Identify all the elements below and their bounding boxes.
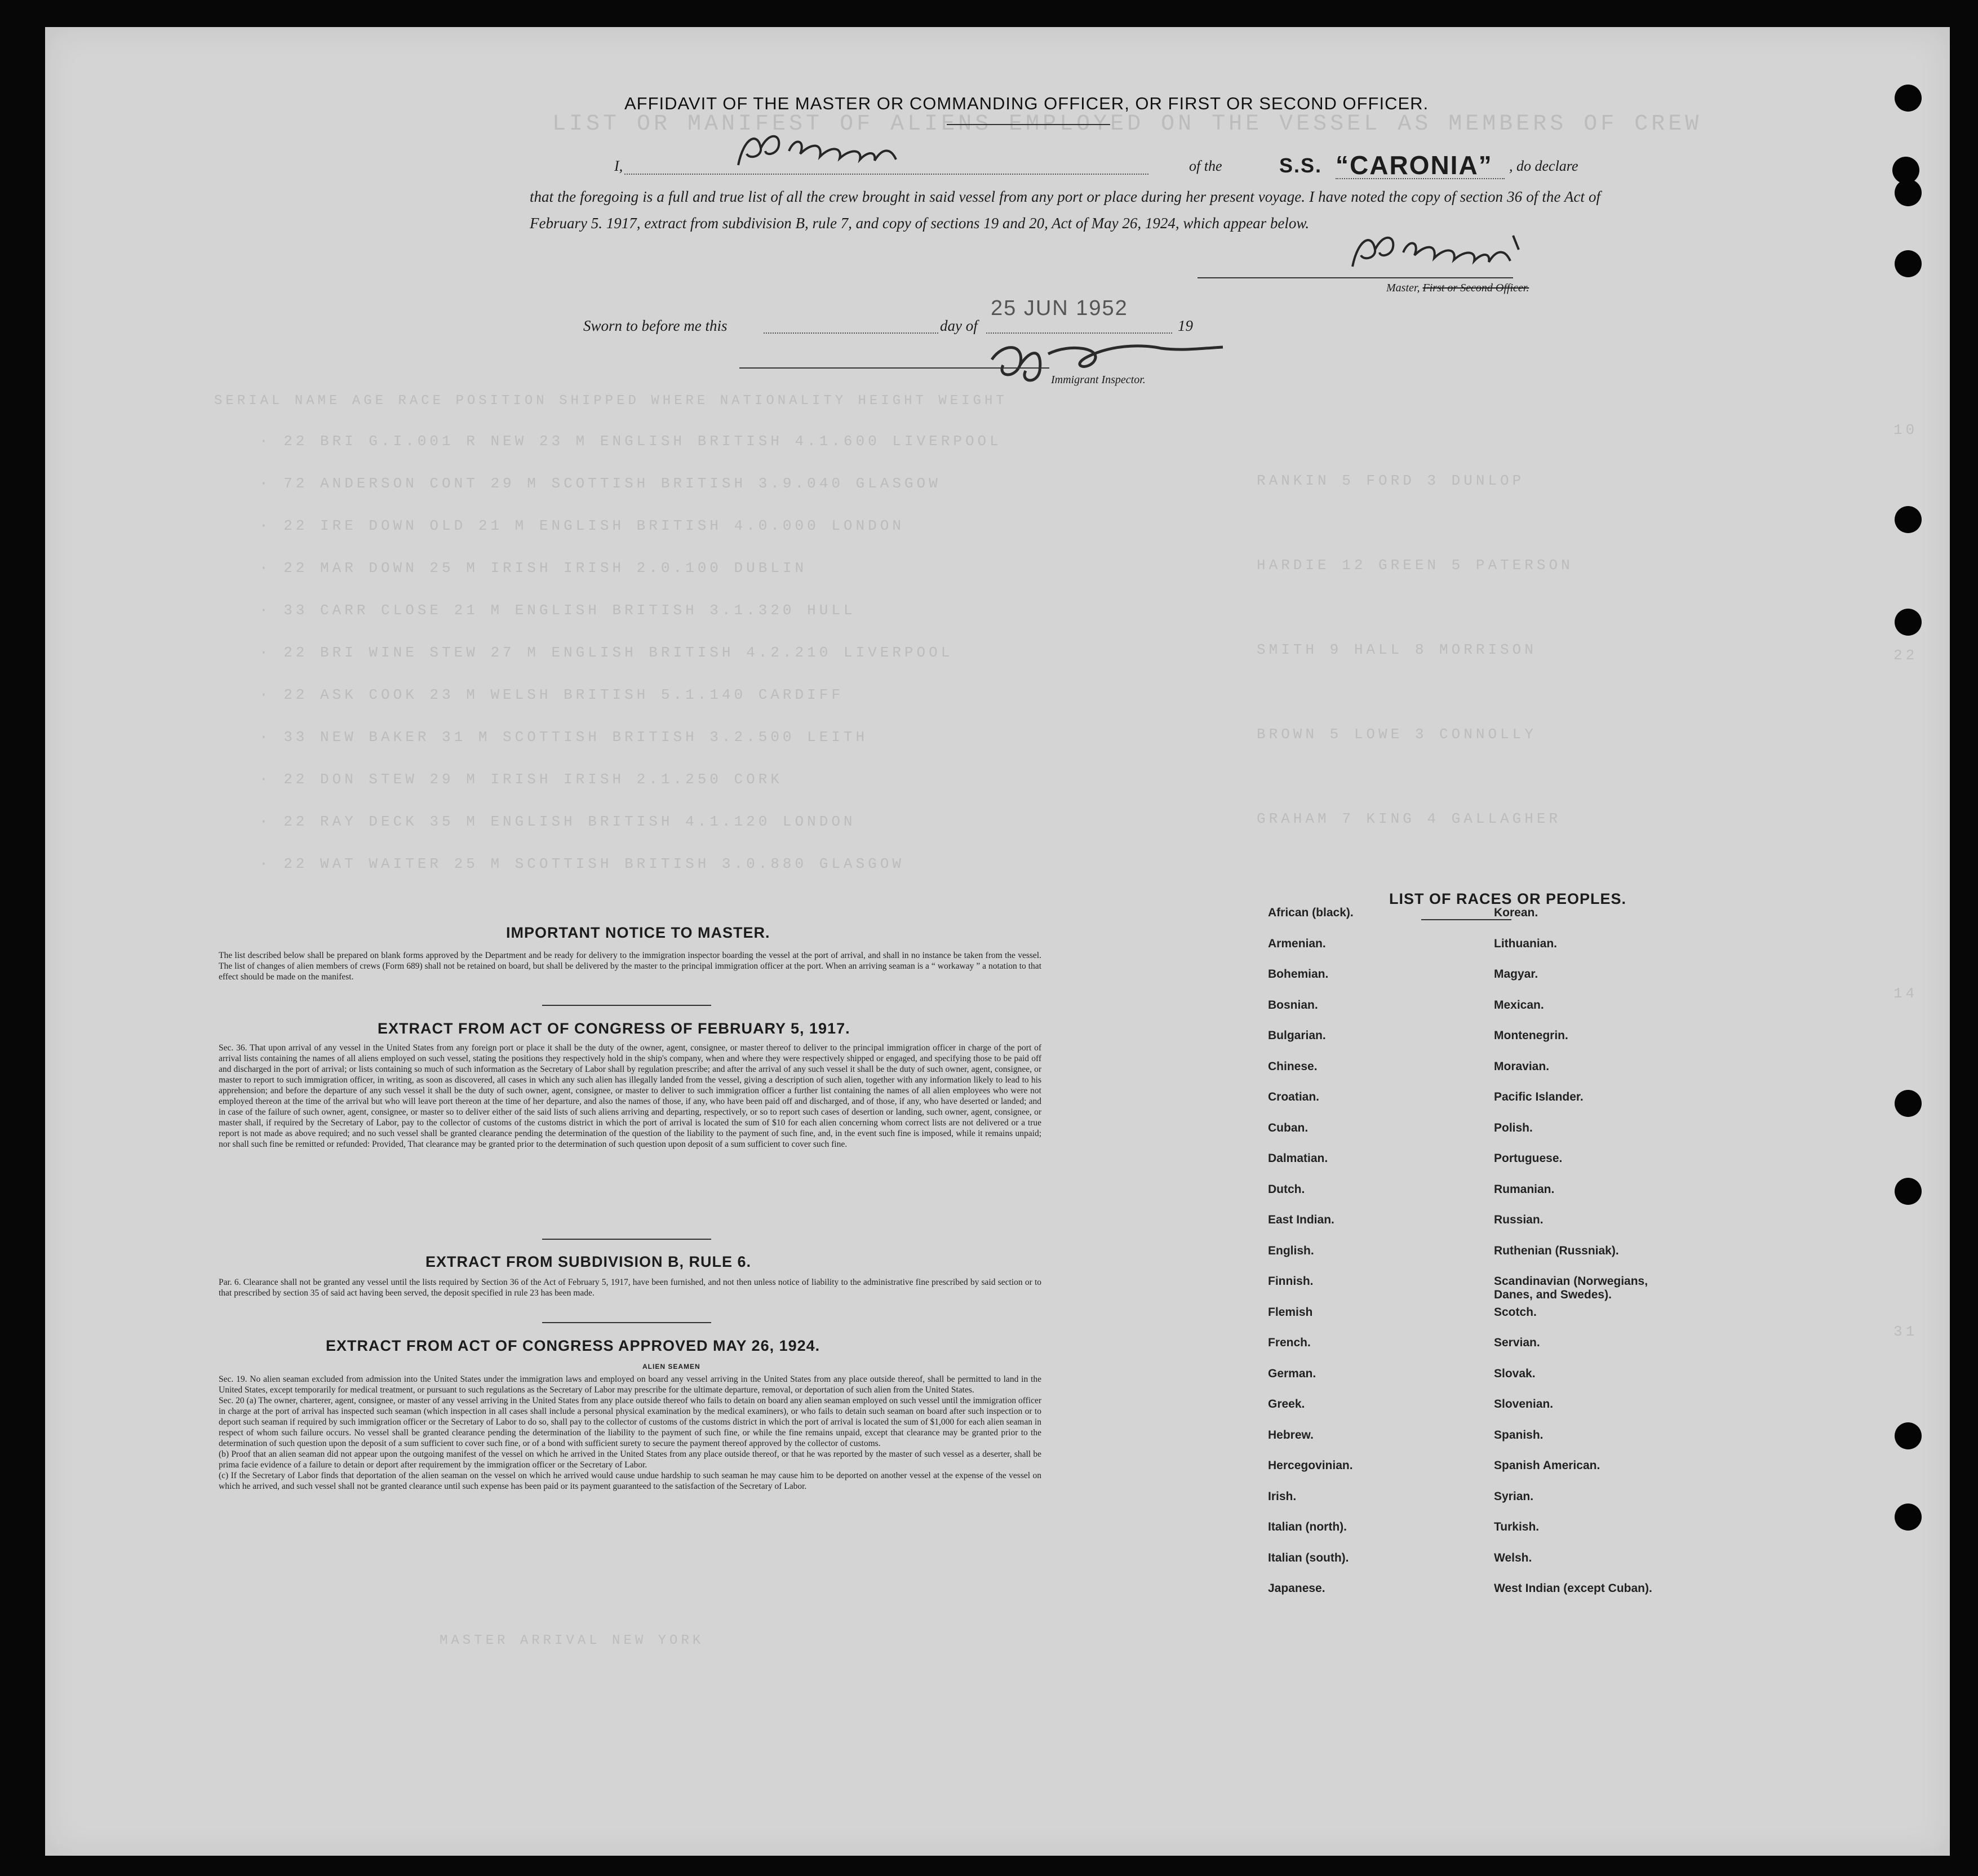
- race-item-right: Rumanian.: [1494, 1182, 1555, 1196]
- race-item-right: Servian.: [1494, 1336, 1540, 1349]
- notice-text: [219, 950, 1041, 982]
- race-item-right: Portuguese.: [1494, 1152, 1563, 1165]
- extract-1924-text: [219, 1374, 1041, 1492]
- race-item-left: East Indian.: [1268, 1213, 1334, 1226]
- race-item-left: Croatian.: [1268, 1090, 1320, 1103]
- punch-hole: [1895, 250, 1922, 277]
- subdivision-paragraph: Par. 6. Clearance shall not be granted any vessel until the lists required by Section 36 of the Act of February 5, 1917, have been furnished, and not then unless notice of liability to the administrative fine prescribed by said section or to that prescribed by section 35 of said act having been served, the deposit specified in rule 23 has been made.: [219, 1278, 1041, 1298]
- extract-1917-title: EXTRACT FROM ACT OF CONGRESS OF FEBRUARY 5, 1917.: [378, 1020, 850, 1037]
- divider: [542, 1005, 711, 1006]
- punch-hole: [1895, 1090, 1922, 1117]
- race-item-right: Polish.: [1494, 1121, 1533, 1134]
- race-item-left: Greek.: [1268, 1398, 1305, 1411]
- race-item-right: Syrian.: [1494, 1489, 1534, 1503]
- race-item-right: Turkish.: [1494, 1520, 1540, 1533]
- race-item-right: Montenegrin.: [1494, 1029, 1568, 1042]
- ship-name: “CARONIA”: [1336, 150, 1493, 180]
- punch-hole: [1895, 179, 1922, 206]
- date-stamp: 25 JUN 1952: [991, 296, 1128, 320]
- race-item-left: Hebrew.: [1268, 1428, 1314, 1442]
- race-item-left: African (black).: [1268, 906, 1354, 919]
- race-item-right: Scandinavian (Norwegians, Danes, and Swedes).: [1494, 1275, 1648, 1301]
- race-item-left: Italian (south).: [1268, 1551, 1349, 1564]
- punch-hole: [1895, 1178, 1922, 1205]
- notice-paragraph: The list described below shall be prepared on blank forms approved by the Department and be ready for delivery to the immigration inspector boarding the vessel at the port of arrival, and shall in no instance be taken from the vessel. The list of changes of alien members of crews (Form 689) shall not be retained on board, but shall be delivered by the master to the principal immigration officer at the port. When an arriving seaman is a “ workaway ” a notation to that effect should be made on the manifest.: [219, 951, 1041, 982]
- race-item-right: Lithuanian.: [1494, 937, 1557, 950]
- affidavit-declarant-prefix: I,: [614, 158, 623, 174]
- race-item-left: Dalmatian.: [1268, 1152, 1328, 1165]
- race-item-left: Cuban.: [1268, 1121, 1309, 1134]
- race-item-right: West Indian (except Cuban).: [1494, 1582, 1652, 1595]
- race-item-left: English.: [1268, 1244, 1314, 1257]
- extract-1924-section-20b: (b) Proof that an alien seaman did not appear upon the outgoing manifest of the vessel on which he arrived in the United States from any place outside thereof, or that he was reported by the master of such vessel as a deserter, shall be prima facie evidence of a failure to detain or deport after requirement by the immigration officer or the Secretary of Labor.: [219, 1449, 1041, 1470]
- master-signature-2: [1341, 227, 1533, 281]
- race-item-right: Mexican.: [1494, 998, 1544, 1012]
- race-item-right: Slovenian.: [1494, 1398, 1554, 1411]
- title-underline: [947, 124, 1110, 125]
- race-item-right: Spanish American.: [1494, 1459, 1600, 1472]
- race-item-left: Chinese.: [1268, 1059, 1318, 1073]
- punch-hole: [1895, 506, 1922, 533]
- affidavit-body: that the foregoing is a full and true list of all the crew brought in said vessel from any port or place during her present voyage. I have noted the copy of section 36 of the Act of February 5. 1917, extract from subdivision B, rule 7, and copy of sections 19 and 20, Act of May 26, 1924, which appear below.: [530, 188, 1600, 232]
- race-item-right: Korean.: [1494, 906, 1538, 919]
- punch-hole: [1895, 1422, 1922, 1449]
- race-item-left: Finnish.: [1268, 1275, 1314, 1288]
- race-item-right: Spanish.: [1494, 1428, 1544, 1442]
- extract-1924-section-20c: (c) If the Secretary of Labor finds that deportation of the alien seaman on the vessel on which he arrived would cause undue hardship to such seaman he may cause him to be deported on another vessel at the expense of the vessel on which he arrived, and such vessel shall not be granted clearance until such expense has been paid or its payment guaranteed to the satisfaction of the Secretary of Labor.: [219, 1471, 1041, 1491]
- race-item-left: Flemish: [1268, 1305, 1313, 1319]
- race-item-left: Irish.: [1268, 1489, 1297, 1503]
- extract-1924-section-19: Sec. 19. No alien seaman excluded from admission into the United States under the immigration laws and employed on board any vessel arriving in the United States from any place outside thereof, shall be permitted to land in the United States, except temporarily for medical treatment, or pursuant to such regulations as the Secretary of Labor may prescribe for the ultimate departure, removal, or deportation of such alien from the United States.: [219, 1374, 1041, 1395]
- race-item-right: Russian.: [1494, 1213, 1544, 1226]
- race-item-right: Scotch.: [1494, 1305, 1537, 1319]
- races-title: LIST OF RACES OR PEOPLES.: [1389, 890, 1627, 907]
- master-label-text: Master,: [1386, 282, 1420, 294]
- master-signature-line: [1198, 277, 1513, 278]
- affidavit-declare: , do declare: [1509, 158, 1578, 174]
- race-item-left: Bosnian.: [1268, 998, 1318, 1012]
- race-item-left: Hercegovinian.: [1268, 1459, 1353, 1472]
- race-item-left: Italian (north).: [1268, 1520, 1347, 1533]
- inspector-signature-line: [739, 367, 1049, 369]
- race-item-left: Armenian.: [1268, 937, 1326, 950]
- sworn-text: Sworn to before me this: [583, 317, 728, 334]
- race-item-right: Welsh.: [1494, 1551, 1532, 1564]
- divider: [542, 1239, 711, 1240]
- divider: [542, 1322, 711, 1323]
- race-item-left: French.: [1268, 1336, 1311, 1349]
- race-item-right: Ruthenian (Russniak).: [1494, 1244, 1619, 1257]
- master-signature-1: [727, 126, 907, 179]
- affidavit-title: AFFIDAVIT OF THE MASTER OR COMMANDING OFFICER, OR FIRST OR SECOND OFFICER.: [624, 94, 1429, 113]
- race-item-left: Bohemian.: [1268, 968, 1329, 981]
- race-item-right: Magyar.: [1494, 968, 1538, 981]
- race-item-right: Slovak.: [1494, 1367, 1536, 1380]
- notice-title: IMPORTANT NOTICE TO MASTER.: [506, 924, 770, 941]
- extract-1917-paragraph: Sec. 36. That upon arrival of any vessel in the United States from any foreign port or place it shall be the duty of the owner, agent, consignee, or master thereof to deliver to the principal immigration officer in charge of the port of arrival lists containing the names of all aliens employed on such vessel, stating the positions they respectively hold in the ship's company, when and where they were respectively shipped or engaged, and specifying those to be paid off and discharged in the port of arrival; or lists containing so much of such information as the Secretary of Labor shall by regulation prescribe; and after the arrival of any such vessel it shall be the duty of such owner, agent, consignee, or master to report to such immigration officer, in writing, as soon as discovered, all cases in which any such alien has illegally landed from the vessel, giving a description of such alien, together with any information likely to lead to his apprehension; and before the departure of any such vessel it shall be the duty of such owner, agent, consignee, or master to deliver to such immigration officer a further list containing the names of all alien employees who were not employed thereon at the time of the arrival but who will leave port thereon at the time of her departure, and also the names of those, if any, who have been paid off and discharged, and of those, if any, who have deserted or landed; and in case of the failure of such owner, agent, consignee, or master so to deliver either of the said lists of such aliens arriving and departing, respectively, or so to report such cases of desertion or landing, such owner, agent, consignee, or master shall, if required by the Secretary of Labor, pay to the collector of customs of the customs district in which the port of arrival is located the sum of $10 for each alien concerning whom correct lists are not delivered or a true report is not made as above required; and no such vessel shall be granted clearance pending the determination of the question of the liability to the payment of such fine, and, in the event such fine is imposed, while it remains unpaid; nor shall such fine be remitted or refunded: Provided, That clearance may be granted prior to the determination of such question upon deposit of a sum sufficient to cover such fine.: [219, 1043, 1041, 1149]
- subdivision-text: [219, 1277, 1041, 1298]
- master-label: [1386, 282, 1529, 295]
- race-item-left: Bulgarian.: [1268, 1029, 1326, 1042]
- day-of-text: day of: [940, 317, 978, 334]
- subdivision-title: EXTRACT FROM SUBDIVISION B, RULE 6.: [425, 1253, 752, 1270]
- document-page: LIST OR MANIFEST OF ALIENS EMPLOYED ON THE VESSEL AS MEMBERS OF CREW SERIAL NAME AGE RACE POSITION SHIPPED WHERE NATIONALITY HEIGHT WEIGHT · 22 BRI G.I.001 R NEW 23 M ENGLISH BRITISH 4.1.600 LIVERPOOL · 72 ANDERSON CONT 29 M SCOTTISH BRITISH 3.9.040 GLASGOW · 22 IRE DOWN OLD 21 M ENGLISH BRITISH 4.0.000 LONDON · 22 MAR DOWN 25 M IRISH IRISH 2.0.100 DUBLIN · 33 CARR CLOSE 21 M ENGLISH BRITISH 3.1.320 HULL · 22 BRI WINE STEW 27 M ENGLISH BRITISH 4.2.210 LIVERPOOL · 22 ASK COOK 23 M WELSH BRITISH 5.1.140 CARDIFF · 33 NEW BAKER 31 M SCOTTISH BRITISH 3.2.500 LEITH · 22 DON STEW 29 M IRISH IRISH 2.1.250 CORK · 22 RAY DECK 35 M ENGLISH BRITISH 4.1.120 LONDON · 22 WAT WAITER 25 M SCOTTISH BRITISH 3.0.880 GLASGOW RANKIN 5 FORD 3 DUNLOP HARDIE 12 GREEN 5 PATERSON SMITH 9 HALL 8 MORRISON BROWN 5 LOWE 3 CONNOLLY GRAHAM 7 KING 4 GALLAGHER 10 22 14 31 MASTER ARRIVAL NEW YORK AFFIDAVIT OF THE MASTER OR COMMANDING OFFICER, OR FIRST OR SECOND OFFICER. I, of the S.S. “CARONIA” , do declare that the foregoing is a full and true list of all the crew brought in said vessel from any port or place during her present voyage. I have noted the copy of section 36 of the Act of February 5. 1917, extract from subdivision B, rule 7, and copy of sections 19 and 20, Act of May 26, 1924, which appear below. Master, First or Second Officer. Sworn to before me this day of 25 JUN 1952 19 Immigrant Inspector. IMPORTANT NOTICE TO MASTER. The list described below shall be prepared on blank forms approved by the Department and be ready for delivery to the immigration inspector boarding the vessel at the port of arrival, and shall in no instance be taken from the vessel. The list of changes of alien members of crews (Form 689) shall not be retained on board, but shall be delivered by the master to the principal immigration officer at the port. When an arriving seaman is a “ workaway ” a notation to that effect should be made on the manifest. EXTRACT FROM ACT OF CONGRESS OF FEBRUARY 5, 1917. Sec. 36. That upon arrival of any vessel in the United States from any foreign port or place it shall be the duty of the owner, agent, consignee, or master thereof to deliver to the principal immigration officer in charge of the port of arrival lists containing the names of all aliens employed on such vessel, stating the positions they respectively hold in the ship's company, when and where they were respectively shipped or engaged, and specifying those to be paid off and discharged in the port of arrival; or lists containing so much of such information as the Secretary of Labor shall by regulation prescribe; and after the arrival of any such vessel it shall be the duty of such owner, agent, consignee, or master to report to such immigration officer, in writing, as soon as discovered, all cases in which any such alien has illegally landed from the vessel, giving a description of such alien, together with any information likely to lead to his apprehension; and before the departure of any such vessel it shall be the duty of such owner, agent, consignee, or master to deliver to such immigration officer a further list containing the names of all alien employees who were not employed thereon at the time of the arrival but who will leave port thereon at the time of her departure, and also the names of those, if any, who have been paid off and discharged, and of those, if any, who have deserted or landed; and in case of the failure of such owner, agent, consignee, or master so to deliver either of the said lists of such aliens arriving and departing, respectively, or so to report such cases of desertion or landing, such owner, agent, consignee, or master shall, if required by the Secretary of Labor, pay to the collector of customs of the customs district in which the port of arrival is located the sum of $10 for each alien concerning whom correct lists are not delivered or a true report is not made as above required; and no such vessel shall be granted clearance pending the determination of the question of the liability to the payment of such fine, and, in the event such fine is imposed, while it remains unpaid; nor shall such fine be remitted or refunded: Provided, That clearance may be granted prior to the determination of such question upon deposit of a sum sufficient to cover such fine. EXTRACT FROM SUBDIVISION B, RULE 6. Par. 6. Clearance shall not be granted any vessel until the lists required by Section 36 of the Act of February 5, 1917, have been furnished, and not then unless notice of liability to the administrative fine prescribed by said section or to that prescribed by section 35 of said act having been served, the deposit specified in rule 23 has been made. EXTRACT FROM ACT OF CONGRESS APPROVED MAY 26, 1924. ALIEN SEAMEN Sec. 19. No alien seaman excluded from admission into the United States under the immigration laws and employed on board any vessel arriving in the United States from any place outside thereof, shall be permitted to land in the United States, except temporarily for medical treatment, or pursuant to such regulations as the Secretary of Labor may prescribe for the ultimate departure, removal, or deportation of such alien from the United States. Sec. 20 (a) The owner, charterer, agent, consignee, or master of any vessel arriving in the United States from any place outside thereof who fails to detain on board any alien seaman employed on such vessel until the immigration officer in charge at the port of arrival has inspected such seaman (which inspection in all cases shall include a personal physical examination by the medical examiners), or who fails to detain such seaman on board after such inspection or to deport such seaman if required by such immigration officer or the Secretary of Labor to do so, shall pay to the collector of customs of the customs district in which the port of arrival is located the sum of $1,000 for each alien seaman in respect of whom such failure occurs. No vessel shall be granted clearance pending the determination of the liability to the payment of such fine, or while the fine remains unpaid, except that clearance may be granted prior to the determination of such question upon the deposit of a sum sufficient to cover such fine, or of a bond with sufficient surety to secure the payment thereof approved by the collector of customs. (b) Proof that an alien seaman did not appear upon the outgoing manifest of the vessel on which he arrived in the United States from any place outside thereof, or that he was reported by the master of such vessel as a deserter, shall be prima facie evidence of a failure to detain or deport after requirement by the immigration officer or the Secretary of Labor. (c) If the Secretary of Labor finds that deportation of the alien seaman on the vessel on which he arrived would cause undue hardship to such seaman he may cause him to be deported on another vessel at the expense of the vessel on which he arrived, and such vessel shall not be granted clearance until such expense has been paid or its payment guaranteed to the satisfaction of the Secretary of Labor. LIST OF RACES OR PEOPLES. African (black). Armenian. Bohemian. Bosnian. Bulgarian. Chinese. Croatian. Cuban. Dalmatian. Dutch. East Indian. English. Finnish. Flemish French. German. Greek. Hebrew. Hercegovinian. Irish. Italian (north). Italian (south). Japanese. Korean. Lithuanian. Magyar. Mexican. Montenegrin. Moravian. Pacific Islander. Polish. Portuguese. Rumanian. Russian. Ruthenian (Russniak). Scandinavian (Norwegians, Danes, and Swedes). Scotch. Servian. Slovak. Slovenian. Spanish. Spanish American. Syrian. Turkish. Welsh. West Indian (except Cuban).: [45, 27, 1950, 1856]
- extract-1924-section-20a: Sec. 20 (a) The owner, charterer, agent, consignee, or master of any vessel arriving in the United States from any place outside thereof who fails to detain on board any alien seaman employed on such vessel until the immigration officer in charge at the port of arrival has inspected such seaman (which inspection in all cases shall include a personal physical examination by the medical examiners), or who fails to detain such seaman on board after such inspection or to deport such seaman if required by such immigration officer or the Secretary of Labor to do so, shall pay to the collector of customs of the customs district in which the port of arrival is located the sum of $1,000 for each alien seaman in respect of whom such failure occurs. No vessel shall be granted clearance pending the determination of the liability to the payment of such fine, or while the fine remains unpaid, except that clearance may be granted prior to the determination of such question upon the deposit of a sum sufficient to cover such fine, or of a bond with sufficient surety to secure the payment thereof approved by the collector of customs.: [219, 1396, 1041, 1448]
- alien-seamen-subtitle: ALIEN SEAMEN: [642, 1363, 700, 1371]
- extract-1917-text: [219, 1043, 1041, 1150]
- inspector-label: Immigrant Inspector.: [1051, 374, 1146, 386]
- race-item-left: Japanese.: [1268, 1582, 1325, 1595]
- ship-prefix: S.S.: [1279, 154, 1323, 177]
- race-item-left: Dutch.: [1268, 1182, 1305, 1196]
- punch-hole: [1895, 609, 1922, 636]
- punch-hole: [1895, 85, 1922, 112]
- sworn-day-line: [764, 332, 938, 334]
- ship-name-line: [1336, 178, 1505, 179]
- struck-officer-label: First or Second Officer.: [1422, 282, 1529, 294]
- race-item-right: Pacific Islander.: [1494, 1090, 1584, 1103]
- extract-1924-title: EXTRACT FROM ACT OF CONGRESS APPROVED MAY 26, 1924.: [326, 1337, 821, 1354]
- race-item-left: German.: [1268, 1367, 1316, 1380]
- punch-hole: [1895, 1504, 1922, 1531]
- race-item-right: Moravian.: [1494, 1059, 1550, 1073]
- year-prefix: 19: [1178, 317, 1193, 334]
- affidavit-of-the: of the: [1189, 158, 1222, 174]
